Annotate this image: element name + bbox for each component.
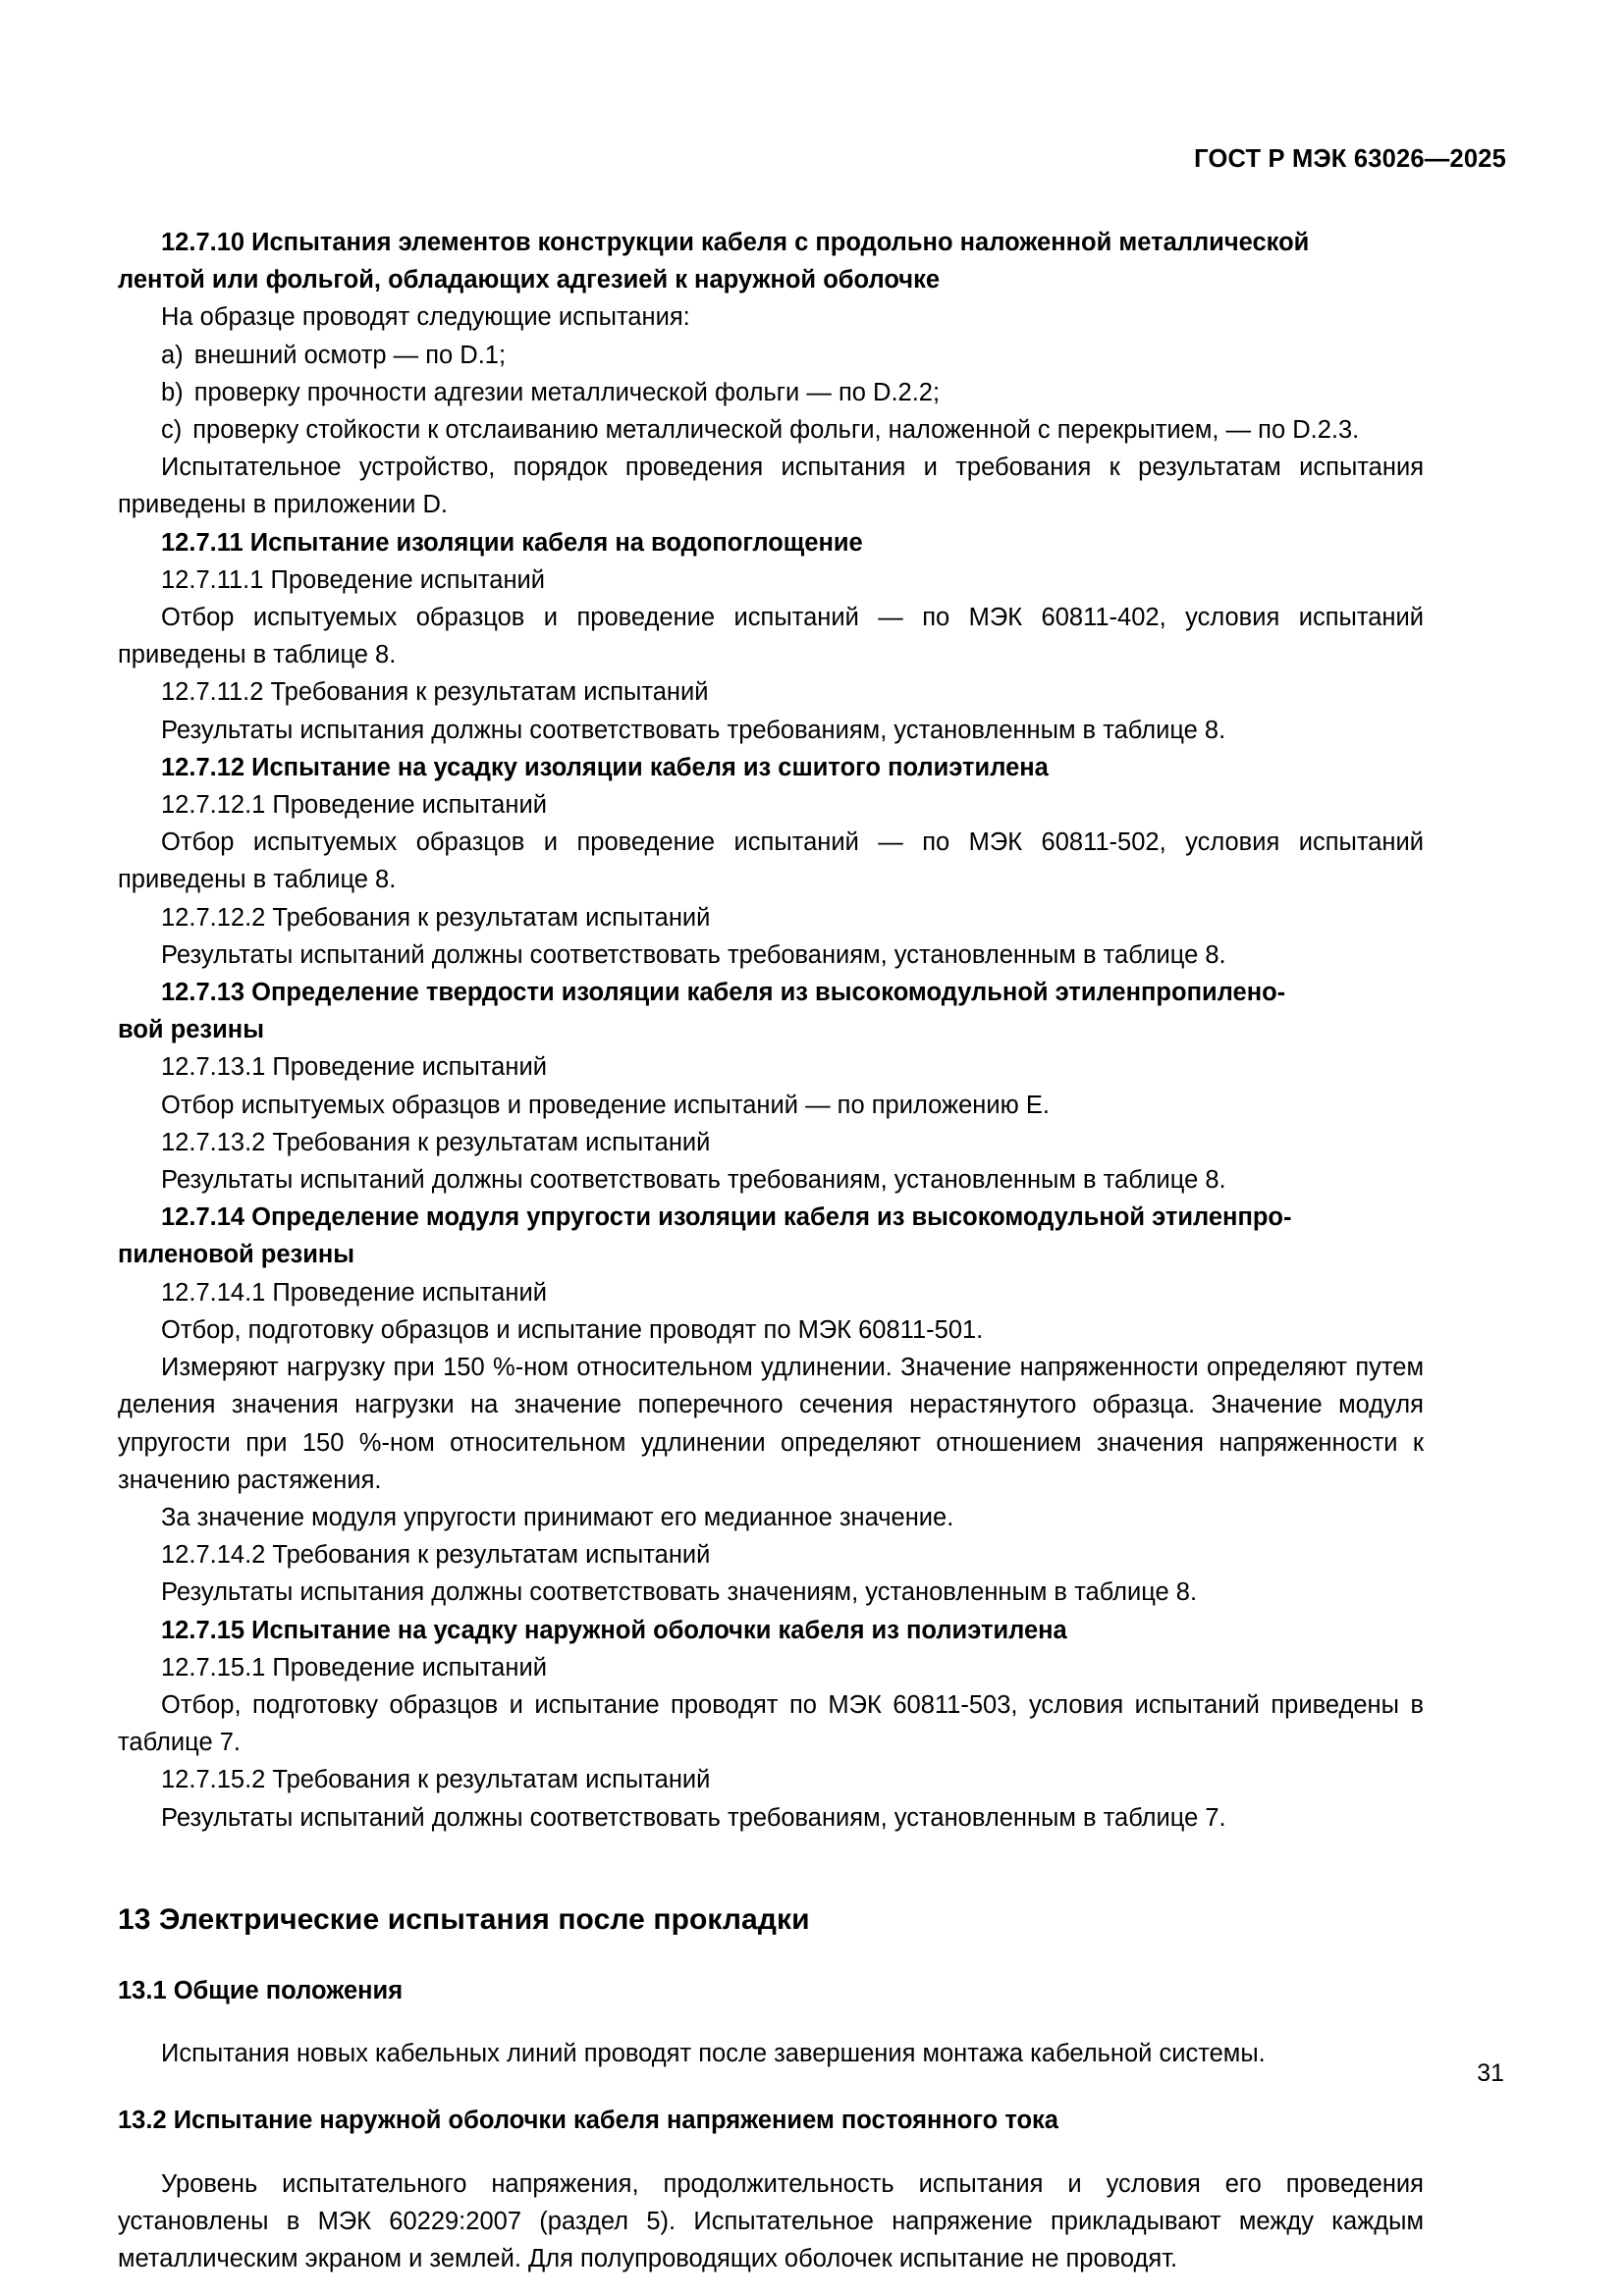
clause-12-7-14-2-text: Результаты испытания должны соответствовать значениям, установленным в таблице 8.	[161, 1578, 1198, 1607]
clause-12-7-10-paragraph: Испытательное устройство, порядок проведения испытания и требования к результатам испытания приведены в приложении D.	[118, 454, 1424, 519]
clause-12-7-12-1-title: 12.7.12.1 Проведение испытаний	[161, 791, 547, 820]
clause-12-7-13-2-title: 12.7.13.2 Требования к результатам испытаний	[161, 1128, 711, 1156]
clause-12-7-13-heading-line2: вой резины	[118, 1016, 264, 1044]
list-item	[118, 411, 1424, 449]
clause-12-7-12-1-text: Отбор испытуемых образцов и проведение испытаний — по МЭК 60811-502, условия испытаний приведены в таблице 8.	[118, 828, 1424, 894]
clause-12-7-11-1-text: Отбор испытуемых образцов и проведение испытаний — по МЭК 60811-402, условия испытаний приведены в таблице 8.	[118, 604, 1424, 669]
section-13-2-title: 13.2 Испытание наружной оболочки кабеля напряжением постоянного тока	[118, 2107, 1058, 2135]
section-13-1-text: Испытания новых кабельных линий проводят после завершения монтажа кабельной системы.	[161, 2040, 1266, 2068]
clause-12-7-14-1-text: Отбор, подготовку образцов и испытание проводят по МЭК 60811-501.	[161, 1315, 984, 1344]
clause-12-7-12-2-text: Результаты испытаний должны соответствовать требованиям, установленным в таблице 8.	[161, 940, 1226, 969]
clause-12-7-11-2-title: 12.7.11.2 Требования к результатам испытаний	[161, 678, 709, 707]
clause-12-7-13-2-text: Результаты испытаний должны соответствовать требованиям, установленным в таблице 8.	[161, 1166, 1226, 1195]
clause-12-7-12-heading: 12.7.12 Испытание на усадку изоляции кабеля из сшитого полиэтилена	[161, 753, 1049, 781]
clause-12-7-10-heading-line1: 12.7.10 Испытания элементов конструкции кабеля с продольно наложенной металлической	[161, 229, 1310, 256]
list-item-label: a)	[161, 341, 184, 369]
clause-12-7-14-paragraph-1: Измеряют нагрузку при 150 %-ном относительном удлинении. Значение напряженности определяют путем деления значения нагрузки на значение поперечного сечения нерастянутого образца. Значение модуля упругости при 150 %-ном относительном удлинении определяют отношением значения напряженности к значению растяжения.	[118, 1354, 1424, 1494]
clause-12-7-15-1-text: Отбор, подготовку образцов и испытание проводят по МЭК 60811-503, условия испытаний приведены в таблице 7.	[118, 1690, 1424, 1757]
list-item	[118, 374, 1424, 411]
clause-12-7-13-1-title: 12.7.13.1 Проведение испытаний	[161, 1053, 547, 1082]
clause-12-7-14-1-title: 12.7.14.1 Проведение испытаний	[161, 1278, 547, 1307]
clause-12-7-15-2-text: Результаты испытаний должны соответствовать требованиям, установленным в таблице 7.	[161, 1803, 1226, 1832]
page-number: 31	[1477, 2059, 1504, 2087]
clause-12-7-11-1-title: 12.7.11.1 Проведение испытаний	[161, 565, 546, 594]
list-item-text: проверку стойкости к отслаиванию металлической фольги, наложенной с перекрытием, — по D.2.3.	[192, 416, 1360, 445]
list-item-text: проверку прочности адгезии металлической фольги — по D.2.2;	[193, 378, 941, 406]
section-13-2-text: Уровень испытательного напряжения, продолжительность испытания и условия его проведения установлены в МЭК 60229:2007 (раздел 5). Испытательное напряжение прикладывают между каждым металлическим экраном и землей. Для полупроводящих оболочек испытание не проводят.	[118, 2169, 1424, 2272]
clause-12-7-11-heading: 12.7.11 Испытание изоляции кабеля на водопоглощение	[161, 528, 863, 557]
clause-12-7-10-intro: На образце проводят следующие испытания:	[161, 303, 690, 332]
list-item-label: c)	[161, 416, 183, 445]
clause-12-7-15-2-title: 12.7.15.2 Требования к результатам испытаний	[161, 1766, 711, 1794]
clause-12-7-11-2-text: Результаты испытания должны соответствовать требованиям, установленным в таблице 8.	[161, 716, 1226, 744]
clause-12-7-15-1-title: 12.7.15.1 Проведение испытаний	[161, 1653, 547, 1682]
clause-12-7-12-2-title: 12.7.12.2 Требования к результатам испытаний	[161, 903, 711, 932]
clause-12-7-14-2-title: 12.7.14.2 Требования к результатам испытаний	[161, 1541, 711, 1570]
list-item	[118, 337, 1424, 374]
clause-12-7-15-heading: 12.7.15 Испытание на усадку наружной оболочки кабеля из полиэтилена	[161, 1616, 1067, 1644]
clause-12-7-10-heading-line2: лентой или фольгой, обладающих адгезией к наружной оболочке	[118, 266, 941, 294]
page-content	[118, 224, 1424, 2277]
section-13-1-title: 13.1 Общие положения	[118, 1976, 404, 2004]
running-header: ГОСТ Р МЭК 63026—2025	[1194, 145, 1506, 173]
clause-12-7-14-heading-line1: 12.7.14 Определение модуля упругости изоляции кабеля из высокомодульной этиленпро-	[161, 1203, 1292, 1232]
section-13-title: 13 Электрические испытания после прокладки	[118, 1902, 810, 1936]
list-item-text: внешний осмотр — по D.1;	[193, 341, 507, 369]
clause-12-7-14-heading-line2: пиленовой резины	[118, 1241, 355, 1269]
clause-12-7-13-1-text: Отбор испытуемых образцов и проведение испытаний — по приложению E.	[161, 1091, 1050, 1119]
list-item-label: b)	[161, 378, 184, 406]
clause-12-7-14-paragraph-2: За значение модуля упругости принимают его медианное значение.	[161, 1503, 954, 1531]
clause-12-7-13-heading-line1: 12.7.13 Определение твердости изоляции кабеля из высокомодульной этиленпропилено-	[161, 979, 1286, 1007]
